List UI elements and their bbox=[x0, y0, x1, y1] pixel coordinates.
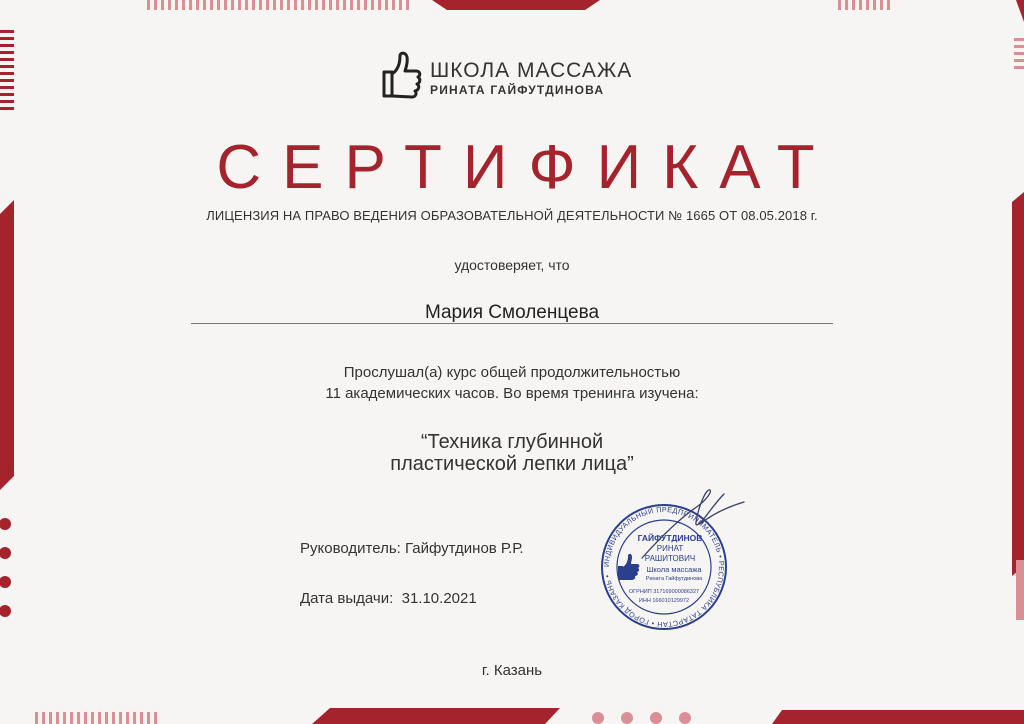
top-right-corner bbox=[1016, 0, 1024, 22]
school-name: ШКОЛА МАССАЖА bbox=[430, 59, 633, 82]
course-line-1: Прослушал(а) курс общей продолжительностью bbox=[343, 364, 681, 381]
name-underline bbox=[191, 323, 833, 324]
seal-inn: ИНН 166010129972 bbox=[638, 598, 690, 604]
thumbs-up-logo-icon bbox=[378, 50, 422, 102]
recipient-name: Мария Смоленцева bbox=[424, 302, 600, 323]
left-dots bbox=[0, 518, 11, 617]
certifies-text: удостоверяет, что bbox=[454, 257, 570, 273]
course-title-line-1: “Техника глубинной bbox=[420, 431, 604, 453]
seal-name-line-3: РАШИТОВИЧ bbox=[644, 554, 696, 563]
director-signature bbox=[637, 488, 750, 568]
school-owner: РИНАТА ГАЙФУТДИНОВА bbox=[430, 83, 605, 97]
top-red-bar bbox=[432, 0, 600, 10]
bottom-right-bar bbox=[772, 710, 1024, 724]
course-title-line-2: пластической лепки лица” bbox=[390, 453, 634, 475]
top-stripes bbox=[147, 0, 409, 10]
license-text: ЛИЦЕНЗИЯ НА ПРАВО ВЕДЕНИЯ ОБРАЗОВАТЕЛЬНОЙ ДЕЯТЕЛЬНОСТИ № 1665 ОТ 08.05.2018 г. bbox=[206, 208, 818, 223]
right-stripes bbox=[1014, 38, 1024, 69]
director-line bbox=[300, 540, 524, 557]
right-pink-bar bbox=[1016, 560, 1024, 620]
bottom-red-bar bbox=[312, 708, 560, 724]
left-stripes bbox=[0, 30, 14, 110]
course-line-2: 11 академических часов. Во время тренинга изучена: bbox=[325, 385, 699, 402]
seal-school-line-2: Рината Гайфутдинова bbox=[645, 576, 703, 582]
certificate-title: СЕРТИФИКАТ bbox=[216, 133, 836, 202]
director-label: Руководитель: bbox=[300, 540, 401, 557]
top-right-stripes bbox=[838, 0, 890, 10]
bottom-dots bbox=[592, 712, 691, 724]
issue-date-line bbox=[300, 590, 477, 607]
seal-name-line-2: РИНАТ bbox=[656, 544, 684, 553]
seal-ring-text: ИНДИВИДУАЛЬНЫЙ ПРЕДПРИНИМАТЕЛЬ • РЕСПУБЛИКА ТАТАРСТАН • ГОРОД КАЗАНЬ • bbox=[601, 504, 727, 630]
city: г. Казань bbox=[481, 662, 543, 679]
date-value: 31.10.2021 bbox=[401, 590, 477, 607]
bottom-stripes bbox=[35, 712, 157, 724]
seal-school-line-1: Школа массажа bbox=[646, 565, 702, 574]
seal-name-line-1: ГАЙФУТДИНОВ bbox=[637, 533, 703, 543]
seal-thumbs-icon bbox=[618, 554, 639, 580]
seal-ogrnip: ОГРНИП 317169000086327 bbox=[628, 589, 700, 595]
director-name: Гайфутдинов Р.Р. bbox=[404, 540, 524, 557]
course-description bbox=[0, 362, 1024, 404]
course-title bbox=[0, 431, 1024, 475]
date-label: Дата выдачи: bbox=[300, 590, 394, 607]
